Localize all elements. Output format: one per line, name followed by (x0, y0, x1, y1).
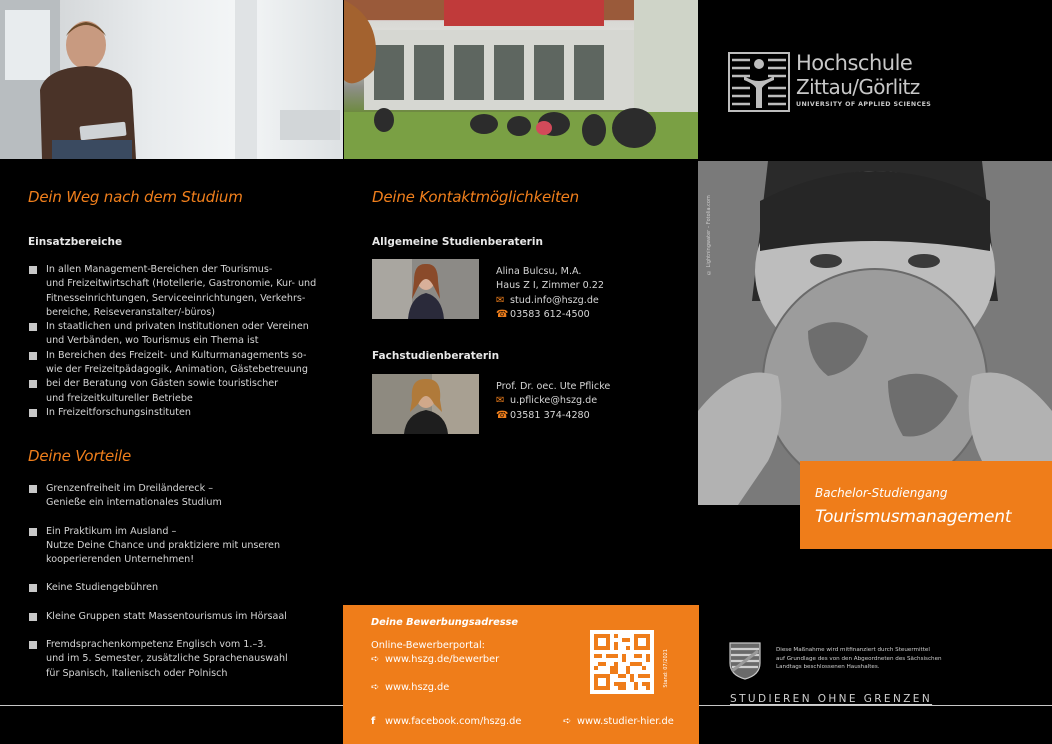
subject-advisor-phone-row[interactable] (496, 409, 610, 423)
list-item: bei der Beratung von Gästen sowie touristischer und freizeitkultureller Betriebe (28, 377, 328, 406)
subject-advisor-photo (372, 374, 479, 434)
application-box (343, 605, 699, 744)
website-link[interactable]: www.hszg.de (385, 682, 450, 693)
program-type: Bachelor-Studiengang (815, 486, 948, 500)
career-heading: Dein Weg nach dem Studium (28, 188, 243, 206)
subject-advisor-name: Prof. Dr. oec. Ute Pflicke (496, 381, 611, 392)
facebook-link-row[interactable] (371, 716, 521, 727)
university-logo-icon (728, 52, 790, 112)
woman-with-globe-photo (698, 161, 1052, 505)
general-advisor-name: Alina Bulcsu, M.A. (496, 266, 582, 277)
phone-icon: ☎ (496, 309, 509, 321)
logo-tagline: UNIVERSITY OF APPLIED SCIENCES (796, 101, 932, 108)
logo-name-line2: Zittau/Görlitz (796, 75, 920, 99)
career-section (28, 188, 328, 420)
list-item: Kleine Gruppen statt Massentourismus im Hörsaal (28, 610, 328, 624)
general-advisor-room: Haus Z I, Zimmer 0.22 (496, 280, 604, 292)
portal-link-row[interactable] (371, 654, 499, 665)
facebook-icon: f (371, 716, 376, 727)
contacts-heading: Deine Kontaktmöglichkeiten (372, 188, 579, 206)
print-date: Stand: 07/2021 (663, 649, 669, 688)
advantages-section (28, 447, 328, 681)
subject-advisor-email-row[interactable] (496, 394, 610, 408)
slogan: STUDIEREN OHNE GRENZEN (730, 693, 933, 705)
advantages-heading: Deine Vorteile (28, 447, 132, 465)
list-item: In Freizeitforschungsinstituten (28, 406, 328, 420)
portal-label: Online-Bewerberportal: (371, 640, 485, 651)
list-item: In staatlichen und privaten Institutionen oder Vereinen und Verbänden, wo Tourismus ein Thema ist (28, 320, 328, 349)
mail-icon: ✉ (496, 294, 505, 306)
facebook-link[interactable]: www.facebook.com/hszg.de (385, 716, 522, 727)
list-item: Grenzenfreiheit im Dreiländereck – Genieße ein internationales Studium (28, 482, 328, 511)
photo-credit: © Lightningwater – Fotolia.com (706, 195, 712, 275)
study-here-link[interactable]: www.studier-hier.de (577, 716, 674, 727)
logo-name-line1: Hochschule (796, 51, 913, 75)
subject-advisor-label: Fachstudienberaterin (372, 350, 500, 362)
list-item: In allen Management-Bereichen der Tourismus- und Freizeitwirtschaft (Hotellerie, Gastronomie, Kur- und Fitnesseinrichtungen, Serviceeinrichtungen, Verkehrs- bereiche, Reiseveranstalter/-büros) (28, 263, 328, 320)
career-subheading: Einsatzbereiche (28, 236, 123, 248)
career-list (28, 263, 328, 420)
general-advisor-details (496, 265, 604, 323)
subject-advisor-phone[interactable]: 03581 374-4280 (510, 409, 590, 421)
list-item: Keine Studiengebühren (28, 581, 328, 595)
student-with-tablet-photo (0, 0, 343, 159)
general-advisor-email-row[interactable] (496, 294, 604, 308)
arrow-link-icon: ➪ (371, 654, 380, 665)
general-advisor-phone[interactable]: 03583 612-4500 (510, 309, 590, 321)
arrow-link-icon: ➪ (563, 716, 572, 727)
program-name: Tourismusmanagement (815, 507, 1012, 527)
university-logo (728, 52, 948, 114)
study-here-link-row[interactable] (563, 716, 674, 727)
campus-lawn-photo (344, 0, 698, 159)
list-item: Fremdsprachenkompetenz Englisch vom 1.–3. und im 5. Semester, zusätzliche Sprachenauswahl für Spanisch, Italienisch oder Polnisch (28, 638, 328, 681)
general-advisor-phone-row[interactable] (496, 308, 604, 322)
general-advisor-email[interactable]: stud.info@hszg.de (510, 294, 599, 306)
fold-line-right (699, 705, 1052, 706)
funding-text: Diese Maßnahme wird mitfinanziert durch Steuermittel auf Grundlage des von den Abgeordneten des Sächsischen Landtags beschlossenen Haushaltes. (776, 647, 942, 671)
website-link-row[interactable] (371, 682, 449, 693)
program-title-box (800, 461, 1052, 549)
list-item: Ein Praktikum im Ausland – Nutze Deine Chance und praktiziere mit unseren kooperierenden Unternehmen! (28, 525, 328, 568)
mail-icon: ✉ (496, 395, 505, 407)
general-advisor-photo (372, 259, 479, 319)
subject-advisor-email[interactable]: u.pflicke@hszg.de (510, 395, 598, 407)
phone-icon: ☎ (496, 409, 509, 421)
general-advisor-label: Allgemeine Studienberaterin (372, 236, 543, 248)
subject-advisor-details (496, 380, 610, 423)
list-item: In Bereichen des Freizeit- und Kulturmanagements so- wie der Freizeitpädagogik, Animation, Gästebetreuung (28, 349, 328, 378)
arrow-link-icon: ➪ (371, 682, 380, 693)
qr-code[interactable] (590, 630, 654, 694)
contacts-section (372, 188, 682, 448)
portal-link[interactable]: www.hszg.de/bewerber (385, 654, 500, 665)
advantages-list (28, 482, 328, 681)
application-heading: Deine Bewerbungsadresse (371, 617, 519, 628)
saxony-coat-of-arms-icon (728, 641, 762, 681)
fold-line-left (0, 705, 343, 706)
